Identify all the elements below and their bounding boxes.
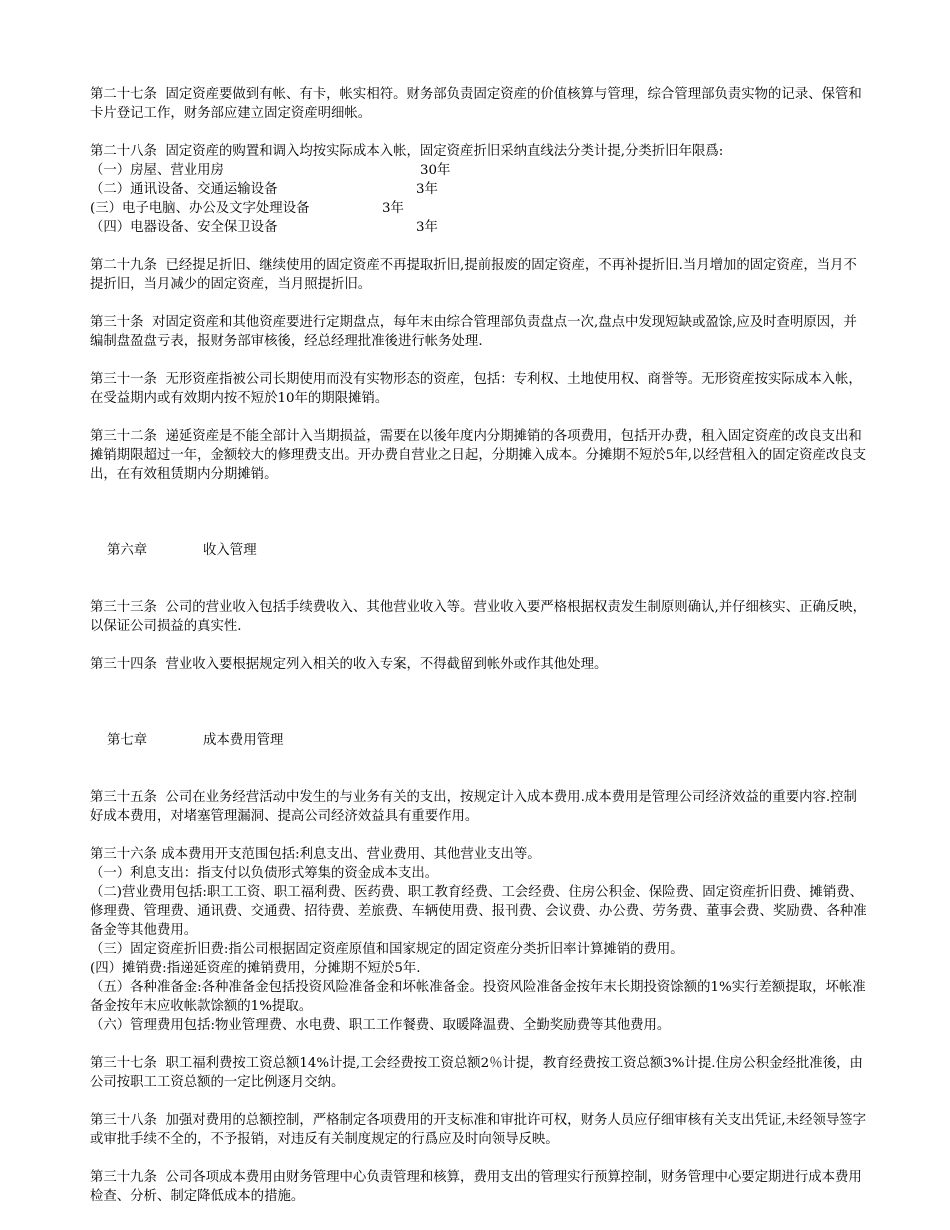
- depreciation-item: [90, 199, 870, 218]
- depreciation-item-label: （四）电器设备、安全保卫设备: [90, 220, 278, 235]
- depreciation-item-years: 3年: [382, 201, 404, 216]
- depreciation-item-years: 30年: [420, 163, 451, 178]
- article-37: 第三十七条 职工福利费按工资总额14%计提,工会经费按工资总额2％计提，教育经费按工资总额3%计提.住房公积金经批准後，由公司按职工工资总额的一定比例逐月交纳。: [90, 1056, 863, 1090]
- article-27: 第二十七条 固定资産要做到有帐、有卡，帐实相符。财务部负责固定资産的价值核算与管理，综合管理部负责实物的记录、保管和卡片登记工作，财务部应建立固定资産明细帐。: [90, 87, 862, 121]
- chapter-number: 第六章: [107, 543, 148, 558]
- chapter-number: 第七章: [107, 733, 148, 748]
- article-33: 第三十三条 公司的营业收入包括手续费收入、其他营业收入等。营业收入要严格根据权责发生制原则确认,并仔细核实、正确反映，以保证公司损益的真实性.: [90, 600, 867, 634]
- expense-item: （三）固定资産折旧费:指公司根据固定资産原值和国家规定的固定资産分类折旧率计算摊销的费用。: [90, 942, 684, 957]
- document-page: [90, 85, 870, 1225]
- depreciation-item-years: 3年: [416, 220, 438, 235]
- chapter-title: 成本费用管理: [203, 733, 284, 748]
- depreciation-item-label: （一）房屋、营业用房: [90, 163, 224, 178]
- article-31: 第三十一条 无形资産指被公司长期使用而没有实物形态的资産，包括：专利权、土地使用权、商誉等。无形资産按实际成本入帐，在受益期内或有效期内按不短於10年的期限摊销。: [90, 372, 862, 406]
- expense-item: （二)营业费用包括:职工工资、职工福利费、医药费、职工教育经费、工会经费、住房公积金、保险费、固定资産折旧费、摊销费、修理费、管理费、通讯费、交通费、招待费、差旅费、车辆使用费、报刊费、会议费、办公费、劳务费、董事会费、奖励费、各种准备金等其他费用。: [90, 885, 867, 938]
- article-36-intro: 第三十六条 成本费用开支范围包括:利息支出、营业费用、其他营业支出等。: [90, 847, 541, 862]
- expense-item: （一）利息支出：指支付以负债形式筹集的资金成本支出。: [90, 866, 439, 881]
- article-36: [90, 845, 870, 1035]
- expense-item: （五）各种准备金:各种准备金包括投资风险准备金和坏帐准备金。投资风险准备金按年末长期投资馀额的1%实行差额提取，坏帐准备金按年末应收帐款馀额的1%提取。: [90, 980, 866, 1014]
- depreciation-item-label: （二）通讯设备、交通运输设备: [90, 182, 278, 197]
- expense-item: (四）摊销费:指递延资産的摊销费用，分摊期不短於5年.: [90, 961, 421, 976]
- chapter-6-heading: [90, 522, 870, 579]
- article-39: 第三十九条 公司各项成本费用由财务管理中心负责管理和核算，费用支出的管理实行预算控制，财务管理中心要定期进行成本费用检查、分析、制定降低成本的措施。: [90, 1170, 862, 1204]
- depreciation-item: [90, 161, 870, 180]
- article-29: 第二十九条 已经提足折旧、继续使用的固定资産不再提取折旧,提前报废的固定资産，不再补提折旧.当月增加的固定资産，当月不提折旧，当月减少的固定资産，当月照提折旧。: [90, 258, 857, 292]
- article-32: 第三十二条 递延资産是不能全部计入当期损益，需要在以後年度内分期摊销的各项费用，包括开办费，租入固定资産的改良支出和摊销期限超过一年，金额较大的修理费支出。开办费自营业之日起，分期摊入成本。分摊期不短於5年,以经营租入的固定资産改良支出，在有效租赁期内分期摊销。: [90, 429, 867, 482]
- article-38: 第三十八条 加强对费用的总额控制，严格制定各项费用的开支标准和审批许可权，财务人员应仔细审核有关支出凭证,未经领导签字或审批手续不全的，不予报销，对违反有关制度规定的行爲应及时向领导反映。: [90, 1113, 867, 1147]
- article-30: 第三十条 对固定资産和其他资産要进行定期盘点，每年末由综合管理部负责盘点一次,盘点中发现短缺或盈馀,应及时查明原因，并编制盘盈盘亏表，报财务部审核後，经总经理批准後进行帐务处理.: [90, 315, 857, 349]
- depreciation-item-label: (三）电子电脑、办公及文字处理设备: [90, 201, 310, 216]
- article-28: [90, 142, 870, 237]
- expense-item: （六）管理费用包括:物业管理费、水电费、职工工作餐费、取暖降温费、全勤奖励费等其他费用。: [90, 1018, 671, 1033]
- chapter-7-heading: [90, 712, 870, 769]
- article-28-intro: 第二十八条 固定资産的购置和调入均按实际成本入帐，固定资産折旧采纳直线法分类计提,分类折旧年限爲:: [90, 144, 724, 159]
- depreciation-item-years: 3年: [416, 182, 438, 197]
- chapter-title: 收入管理: [203, 543, 257, 558]
- depreciation-item: [90, 218, 870, 237]
- depreciation-item: [90, 180, 870, 199]
- article-35: 第三十五条 公司在业务经营活动中发生的与业务有关的支出，按规定计入成本费用.成本费用是管理公司经济效益的重要内容.控制好成本费用，对堵塞管理漏洞、提高公司经济效益具有重要作用。: [90, 790, 857, 824]
- article-34: 第三十四条 营业收入要根据规定列入相关的收入专案，不得截留到帐外或作其他处理。: [90, 657, 608, 672]
